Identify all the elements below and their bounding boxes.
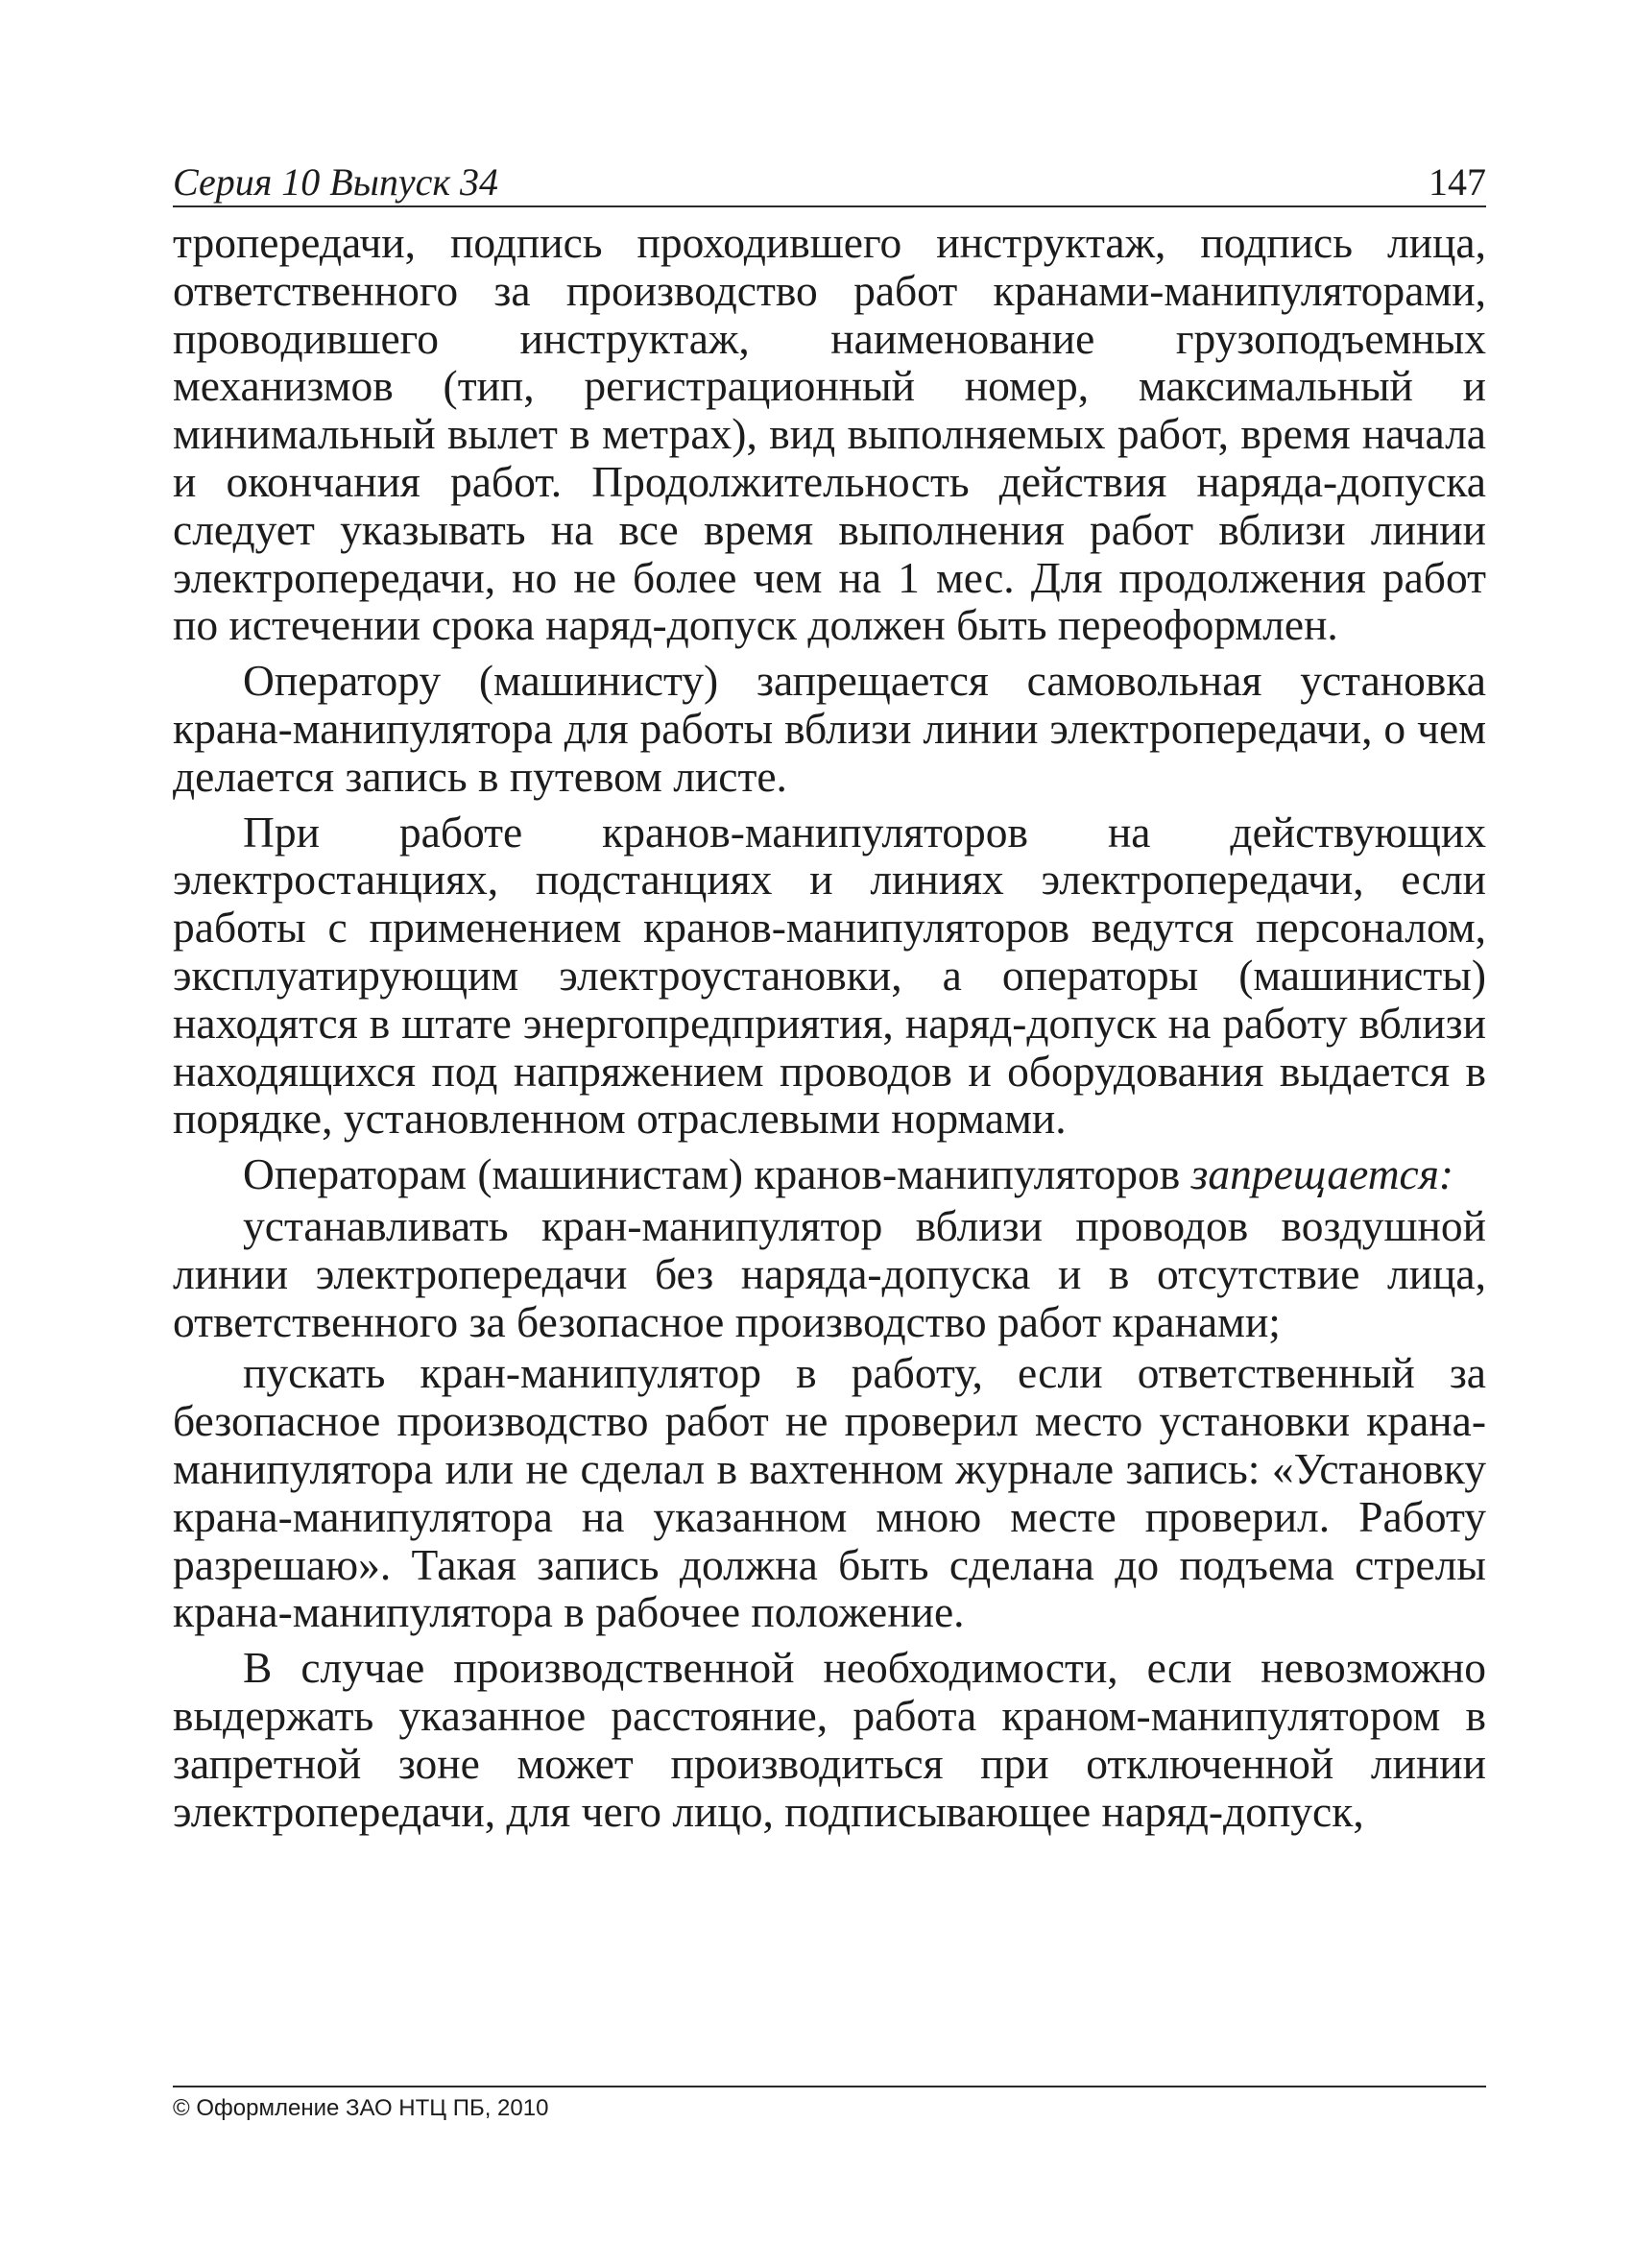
paragraph-operator-prohibition: Оператору (машинисту) запрещается самовольная установка крана-манипулятора для работы вблизи линии электропередачи, о чем делается запись в путевом листе. xyxy=(173,656,1486,801)
paragraph-prohibitions-intro xyxy=(173,1150,1486,1198)
page-body xyxy=(173,219,1486,1843)
prohibitions-lead-text: Операторам (машинистам) кранов-манипуляторов xyxy=(243,1149,1191,1199)
running-title: Серия 10 Выпуск 34 xyxy=(173,160,499,204)
paragraph-power-stations: При работе кранов-манипуляторов на действующих электростанциях, подстанциях и линиях электропередачи, если работы с применением кранов-манипуляторов ведутся персоналом, эксплуатирующим электроустановки, а операторы (машинисты) находятся в штате энергопредприятия, наряд-допуск на работу вблизи находящихся под напряжением проводов и оборудования выдается в порядке, установленном отраслевыми нормами. xyxy=(173,807,1486,1144)
page-footer xyxy=(173,2086,1486,2121)
prohibitions-emphasis: запрещается: xyxy=(1190,1149,1454,1199)
paragraph-production-necessity: В случае производственной необходимости, если невозможно выдержать указанное расстояние, работа краном-манипулятором в запретной зоне может производиться при отключенной линии электропередачи, для чего лицо, подписывающее наряд-допуск, xyxy=(173,1643,1486,1836)
list-item-install-crane: устанавливать кран-манипулятор вблизи проводов воздушной линии электропередачи без наряда-допуска и в отсутствие лица, ответственного за безопасное производство работ кранами; xyxy=(173,1200,1486,1346)
page-number: 147 xyxy=(1429,160,1486,204)
copyright-notice: © Оформление ЗАО НТЦ ПБ, 2010 xyxy=(173,2095,549,2121)
list-item-start-crane: пускать кран-манипулятор в работу, если ответственный за безопасное производство работ не проверил место установки крана-манипулятора или не сделал в вахтенном журнале запись: «Установку крана-манипулятора на указанном мною месте проверил. Работу разрешаю». Такая запись должна быть сделана до подъема стрелы крана-манипулятора в рабочее положение. xyxy=(173,1348,1486,1637)
paragraph-continued: тропередачи, подпись проходившего инструктаж, подпись лица, ответственного за производство работ кранами-манипуляторами, проводившего инструктаж, наименование грузоподъемных механизмов (тип, регистрационный номер, максимальный и минимальный вылет в метрах), вид выполняемых работ, время начала и окончания работ. Продолжительность действия наряда-допуска следует указывать на все время выполнения работ вблизи линии электропередачи, но не более чем на 1 мес. Для продолжения работ по истечении срока наряд-допуск должен быть переоформлен. xyxy=(173,218,1486,650)
page-header xyxy=(173,161,1486,207)
